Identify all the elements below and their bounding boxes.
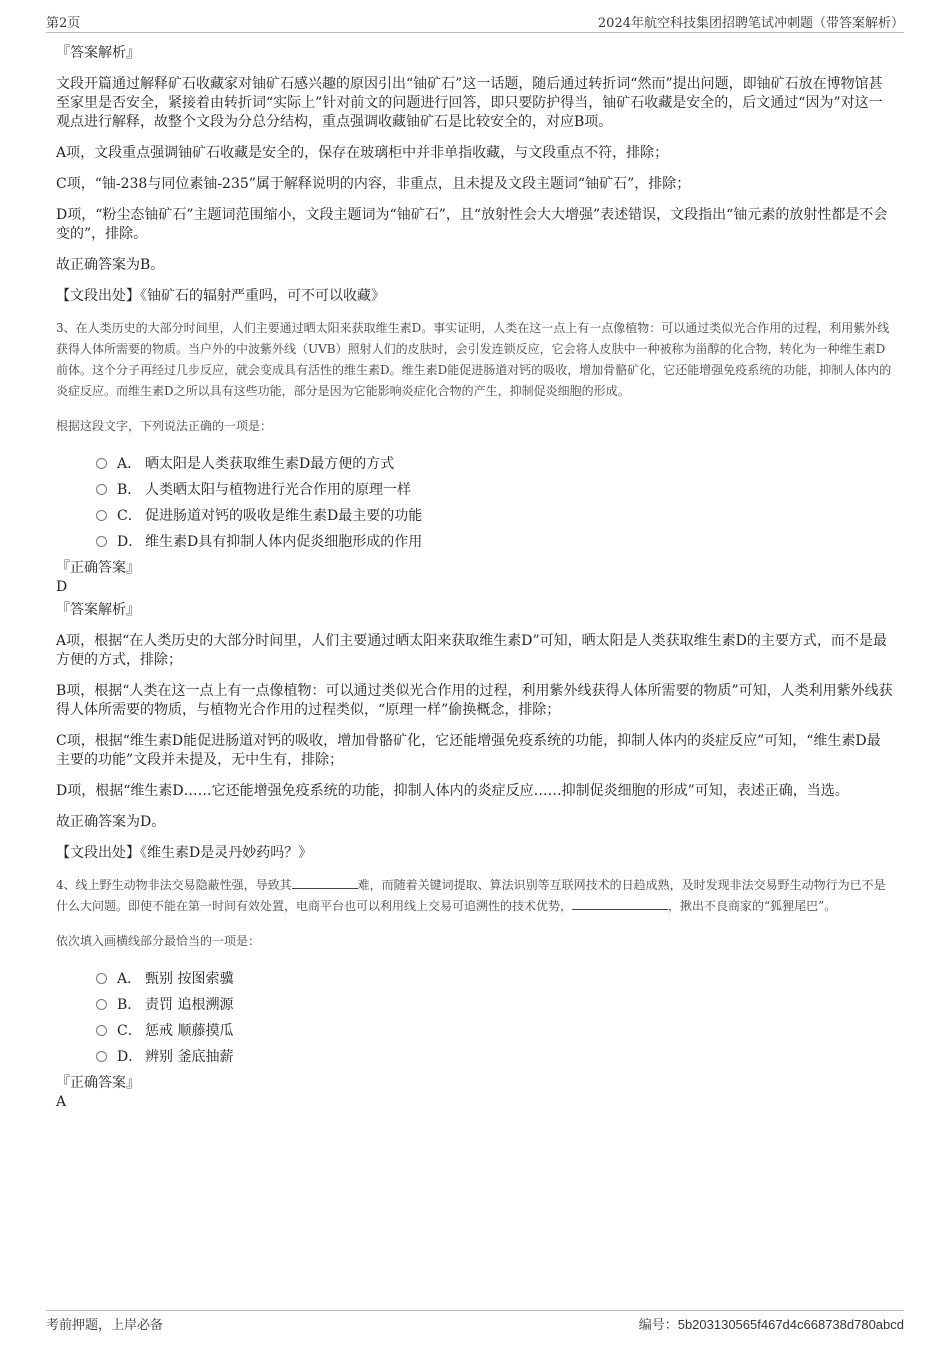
footer-slogan: 考前押题，上岸必备 [46, 1318, 164, 1333]
page-number: 第2页 [46, 16, 81, 31]
q3-option-c[interactable]: C． 促进肠道对钙的吸收是维生素D最主要的功能 [96, 503, 894, 529]
radio-icon[interactable] [96, 999, 107, 1010]
document-title: 2024年航空科技集团招聘笔试冲刺题（带答案解析） [597, 16, 904, 31]
q4-option-c[interactable]: C． 惩戒 顺藤摸瓜 [96, 1018, 894, 1044]
q4-answer: A [56, 1094, 67, 1110]
fill-blank-2 [572, 897, 668, 910]
document-code: 编号：5b203130565f467d4c668738d780abcd [638, 1317, 904, 1333]
q3-option-d[interactable]: D． 维生素D具有抑制人体内促炎细胞形成的作用 [96, 529, 894, 555]
q2-analysis-c: C项，“铀-238与同位素铀-235”属于解释说明的内容，非重点，且未提及文段主题词“铀矿石”，排除； [56, 176, 691, 192]
document-body [56, 44, 894, 1116]
radio-icon[interactable] [96, 484, 107, 495]
page-header [46, 8, 904, 33]
q3-analysis-label: 『答案解析』 [56, 602, 140, 618]
q3-answer: D [56, 579, 68, 595]
q3-analysis-c: C项，根据“维生素D能促进肠道对钙的吸收，增加骨骼矿化，它还能增强免疫系统的功能，抑制人体内的炎症反应”可知，“维生素D最主要的功能”文段并未提及，无中生有，排除； [56, 733, 881, 768]
q4-stem: 4、线上野生动物非法交易隐蔽性强，导致其 难，而随着关键词提取、算法识别等互联网技术的日趋成熟，及时发现非法交易野生动物行为已不是什么大问题。即使不能在第一时间有效处置，电商平台也可以利用线上交易可追溯性的技术优势， ，揪出不良商家的“狐狸尾巴”。 [56, 878, 886, 913]
radio-icon[interactable] [96, 1051, 107, 1062]
q2-analysis-d: D项，“粉尘态铀矿石”主题词范围缩小，文段主题词为“铀矿石”，且“放射性会大大增强”表述错误，文段指出“铀元素的放射性都是不会变的”，排除。 [56, 207, 888, 242]
q3-prompt: 根据这段文字，下列说法正确的一项是： [56, 419, 273, 433]
radio-icon[interactable] [96, 510, 107, 521]
q3-analysis-d: D项，根据“维生素D……它还能增强免疫系统的功能，抑制人体内的炎症反应……抑制促炎细胞的形成”可知，表述正确，当选。 [56, 783, 849, 799]
radio-icon[interactable] [96, 973, 107, 984]
q3-option-a[interactable]: A． 晒太阳是人类获取维生素D最方便的方式 [96, 451, 894, 477]
q3-option-b[interactable]: B． 人类晒太阳与植物进行光合作用的原理一样 [96, 477, 894, 503]
q3-analysis-a: A项，根据“在人类历史的大部分时间里，人们主要通过晒太阳来获取维生素D”可知，晒太阳是人类获取维生素D的主要方式，而不是最方便的方式，排除； [56, 633, 887, 668]
q4-option-d[interactable]: D． 辨别 釜底抽薪 [96, 1044, 894, 1070]
q2-analysis-label: 『答案解析』 [56, 45, 140, 61]
page-footer [46, 1310, 904, 1335]
q2-source: 【文段出处】《铀矿石的辐射严重吗，可不可以收藏》 [56, 288, 385, 304]
q2-analysis-a: A项，文段重点强调铀矿石收藏是安全的，保存在玻璃柜中并非单指收藏，与文段重点不符，排除； [56, 145, 669, 161]
q3-conclusion: 故正确答案为D。 [56, 814, 166, 830]
radio-icon[interactable] [96, 1025, 107, 1036]
q4-option-b[interactable]: B． 责罚 追根溯源 [96, 992, 894, 1018]
q3-stem: 3、在人类历史的大部分时间里，人们主要通过晒太阳来获取维生素D。事实证明，人类在这一点上有一点像植物：可以通过类似光合作用的过程，利用紫外线获得人体所需要的物质。当户外的中波紫外线（UVB）照射人们的皮肤时，会引发连锁反应，它会将人皮肤中一种被称为甾醇的化合物，转化为一种维生素D前体。这个分子再经过几步反应，就会变成具有活性的维生素D。维生素D能促进肠道对钙的吸收，增加骨骼矿化，它还能增强免疫系统的功能，抑制人体内的炎症反应。而维生素D之所以具有这些功能，部分是因为它能影响炎症化合物的产生，抑制促炎细胞的形成。 [56, 321, 892, 398]
fill-blank-1 [292, 876, 358, 889]
q4-answer-label: 『正确答案』 [56, 1075, 140, 1091]
q3-analysis-b: B项，根据“人类在这一点上有一点像植物：可以通过类似光合作用的过程，利用紫外线获得人体所需要的物质”可知，人类利用紫外线获得人体所需要的物质，与植物光合作用的过程类似，“原理一样”偷换概念，排除； [56, 683, 893, 718]
q3-source: 【文段出处】《维生素D是灵丹妙药吗？》 [56, 845, 313, 861]
q2-analysis: 文段开篇通过解释矿石收藏家对铀矿石感兴趣的原因引出“铀矿石”这一话题，随后通过转折词“然而”提出问题，即铀矿石放在博物馆甚至家里是否安全，紧接着由转折词“实际上”针对前文的问题进行回答，即只要防护得当，铀矿石收藏是安全的，后文通过“因为”对这一观点进行解释，故整个文段为分总分结构，重点强调收藏铀矿石是比较安全的，对应B项。 [56, 76, 883, 130]
q4-options [96, 966, 894, 1070]
q3-options [96, 451, 894, 555]
radio-icon[interactable] [96, 458, 107, 469]
radio-icon[interactable] [96, 536, 107, 547]
q3-answer-label: 『正确答案』 [56, 560, 140, 576]
q4-option-a[interactable]: A． 甄别 按图索骥 [96, 966, 894, 992]
q2-conclusion: 故正确答案为B。 [56, 257, 165, 273]
q4-prompt: 依次填入画横线部分最恰当的一项是： [56, 934, 261, 948]
